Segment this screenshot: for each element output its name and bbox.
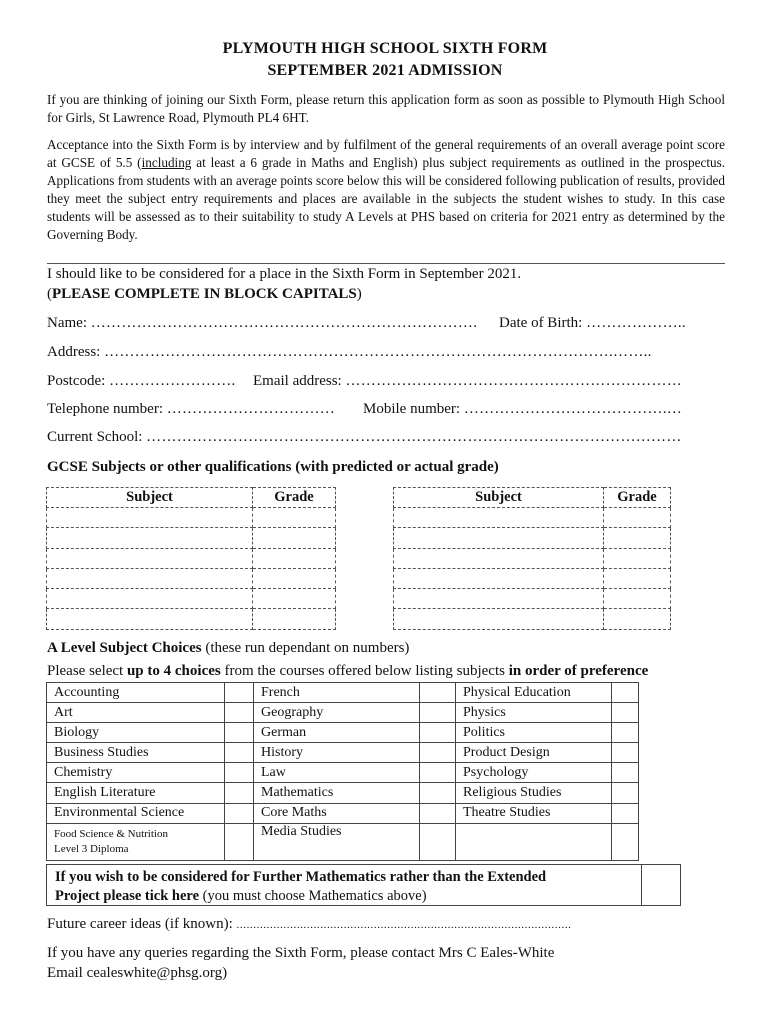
subject-name: Psychology — [456, 763, 612, 783]
gcse-table-left — [46, 487, 336, 630]
choice-box[interactable] — [420, 823, 456, 860]
choice-box[interactable] — [225, 703, 254, 723]
subject-cell[interactable] — [47, 548, 253, 568]
grade-cell[interactable] — [604, 548, 671, 568]
table-row — [394, 548, 671, 568]
subject-name: Environmental Science — [47, 803, 225, 823]
subject-name: German — [254, 723, 420, 743]
subject-cell[interactable] — [47, 508, 253, 528]
telephone-field[interactable]: Telephone number: …………………………… — [47, 401, 336, 417]
current-school-field[interactable]: Current School: …………………………………………………………………………………………… — [47, 429, 682, 445]
table-row — [394, 528, 671, 548]
subject-name: Mathematics — [254, 783, 420, 803]
alevel-heading: A Level Subject Choices (these run dependant on numbers) — [47, 640, 410, 656]
table-row — [47, 823, 639, 860]
subject-name: Religious Studies — [456, 783, 612, 803]
table-row — [47, 683, 639, 703]
choice-box[interactable] — [420, 703, 456, 723]
grade-cell[interactable] — [604, 609, 671, 629]
choice-box[interactable] — [612, 743, 639, 763]
table-row — [394, 589, 671, 609]
subject-cell[interactable] — [394, 609, 604, 629]
grade-cell[interactable] — [604, 589, 671, 609]
page-subtitle: SEPTEMBER 2021 ADMISSION — [267, 62, 503, 79]
intro-paragraph-1: If you are thinking of joining our Sixth Form, please return this application form as soon as possible to Plymouth High School for Girls, St Lawrence Road, Plymouth PL4 6HT. — [47, 92, 725, 125]
table-row — [47, 568, 336, 588]
subject-cell[interactable] — [47, 528, 253, 548]
dob-field[interactable]: Date of Birth: ……………….. — [499, 315, 686, 331]
subject-cell[interactable] — [47, 589, 253, 609]
subject-name: Media Studies — [254, 823, 420, 860]
subject-cell[interactable] — [47, 568, 253, 588]
further-maths-box — [46, 864, 681, 906]
grade-column-header: Grade — [253, 488, 336, 508]
choice-box[interactable] — [612, 783, 639, 803]
subject-name: Chemistry — [47, 763, 225, 783]
choice-box[interactable] — [225, 683, 254, 703]
subject-name: Core Maths — [254, 803, 420, 823]
alevel-instructions: Please select up to 4 choices from the courses offered below listing subjects in order of preference — [47, 663, 649, 679]
subject-cell[interactable] — [394, 548, 604, 568]
grade-cell[interactable] — [604, 528, 671, 548]
table-row — [47, 528, 336, 548]
choice-box[interactable] — [225, 763, 254, 783]
subject-name — [456, 823, 612, 860]
table-row — [394, 508, 671, 528]
grade-cell[interactable] — [253, 508, 336, 528]
grade-cell[interactable] — [253, 609, 336, 629]
subject-name: French — [254, 683, 420, 703]
postcode-field[interactable]: Postcode: ……………………. — [47, 373, 236, 389]
choice-box[interactable] — [612, 763, 639, 783]
career-ideas-field[interactable]: Future career ideas (if known): .................................................................................................... — [47, 916, 572, 932]
block-capitals-note: (PLEASE COMPLETE IN BLOCK CAPITALS) — [47, 286, 362, 302]
choice-box[interactable] — [612, 723, 639, 743]
consider-statement: I should like to be considered for a place in the Sixth Form in September 2021. — [47, 266, 522, 282]
alevel-choices-table — [46, 682, 639, 861]
table-row — [47, 803, 639, 823]
table-row — [47, 763, 639, 783]
choice-box[interactable] — [612, 703, 639, 723]
grade-cell[interactable] — [604, 568, 671, 588]
choice-box[interactable] — [612, 823, 639, 860]
table-row — [47, 589, 336, 609]
choice-box[interactable] — [225, 723, 254, 743]
further-maths-text: If you wish to be considered for Further Mathematics rather than the Extended Project please tick here (you must choose Mathematics above) — [55, 869, 547, 904]
choice-box[interactable] — [612, 683, 639, 703]
mobile-field[interactable]: Mobile number: ………………………………….… — [363, 401, 683, 417]
grade-cell[interactable] — [253, 528, 336, 548]
grade-cell[interactable] — [253, 589, 336, 609]
table-row — [47, 508, 336, 528]
choice-box[interactable] — [420, 803, 456, 823]
underlined-word: including — [141, 155, 192, 170]
choice-box[interactable] — [612, 803, 639, 823]
choice-box[interactable] — [225, 783, 254, 803]
choice-box[interactable] — [420, 723, 456, 743]
subject-name: Business Studies — [47, 743, 225, 763]
table-row — [394, 609, 671, 629]
choice-box[interactable] — [420, 783, 456, 803]
table-row — [394, 568, 671, 588]
subject-name: Art — [47, 703, 225, 723]
choice-box[interactable] — [420, 763, 456, 783]
subject-cell[interactable] — [47, 609, 253, 629]
choice-box[interactable] — [420, 683, 456, 703]
subject-name: English Literature — [47, 783, 225, 803]
table-row — [47, 723, 639, 743]
subject-cell[interactable] — [394, 589, 604, 609]
subject-name: Accounting — [47, 683, 225, 703]
subject-name: Physical Education — [456, 683, 612, 703]
gcse-table-right — [393, 487, 671, 630]
subject-name: Biology — [47, 723, 225, 743]
subject-name: History — [254, 743, 420, 763]
table-row — [47, 743, 639, 763]
contact-statement: If you have any queries regarding the Sixth Form, please contact Mrs C Eales-White — [47, 945, 555, 961]
subject-cell[interactable] — [394, 568, 604, 588]
subject-name: Product Design — [456, 743, 612, 763]
subject-cell[interactable] — [394, 508, 604, 528]
grade-cell[interactable] — [253, 568, 336, 588]
choice-box[interactable] — [420, 743, 456, 763]
subject-cell[interactable] — [394, 528, 604, 548]
further-maths-tick-box[interactable] — [641, 865, 680, 905]
contact-email: Email cealeswhite@phsg.org) — [47, 965, 228, 981]
grade-cell[interactable] — [604, 508, 671, 528]
table-row — [47, 609, 336, 629]
name-field[interactable]: Name: …………………………………………………………………. — [47, 315, 478, 331]
subject-column-header: Subject — [394, 488, 604, 508]
choice-box[interactable] — [225, 823, 254, 860]
address-field[interactable]: Address: ……………………………………………………………………………………….…….. — [47, 344, 652, 360]
email-field[interactable]: Email address: ………………………………………………………… — [253, 373, 683, 389]
subject-name: Food Science & Nutrition Level 3 Diploma — [47, 823, 225, 860]
choice-box[interactable] — [225, 803, 254, 823]
page-title: PLYMOUTH HIGH SCHOOL SIXTH FORM — [222, 40, 548, 57]
grade-column-header: Grade — [604, 488, 671, 508]
gcse-heading: GCSE Subjects or other qualifications (with predicted or actual grade) — [47, 459, 499, 475]
table-row — [47, 703, 639, 723]
intro-paragraph-2: Acceptance into the Sixth Form is by interview and by fulfilment of the general requirements of an overall average point score at GCSE of 5.5 (including at least a 6 grade in Maths and English) plus subject requirements as outlined in the prospectus. Applications from students with an average points score below this will be considered following publication of results, provided they meet the subject entry requirements and places are available in the subjects the student wishes to study. In this case students will be assessed as to their suitability to study A Levels at PHS based on criteria for 2021 entry as determined by the Governing Body. — [47, 137, 726, 242]
subject-name: Physics — [456, 703, 612, 723]
section-divider — [47, 263, 725, 264]
choice-box[interactable] — [225, 743, 254, 763]
table-row — [47, 548, 336, 568]
subject-name: Theatre Studies — [456, 803, 612, 823]
table-row — [47, 783, 639, 803]
subject-name: Law — [254, 763, 420, 783]
grade-cell[interactable] — [253, 548, 336, 568]
subject-name: Politics — [456, 723, 612, 743]
subject-column-header: Subject — [47, 488, 253, 508]
subject-name: Geography — [254, 703, 420, 723]
